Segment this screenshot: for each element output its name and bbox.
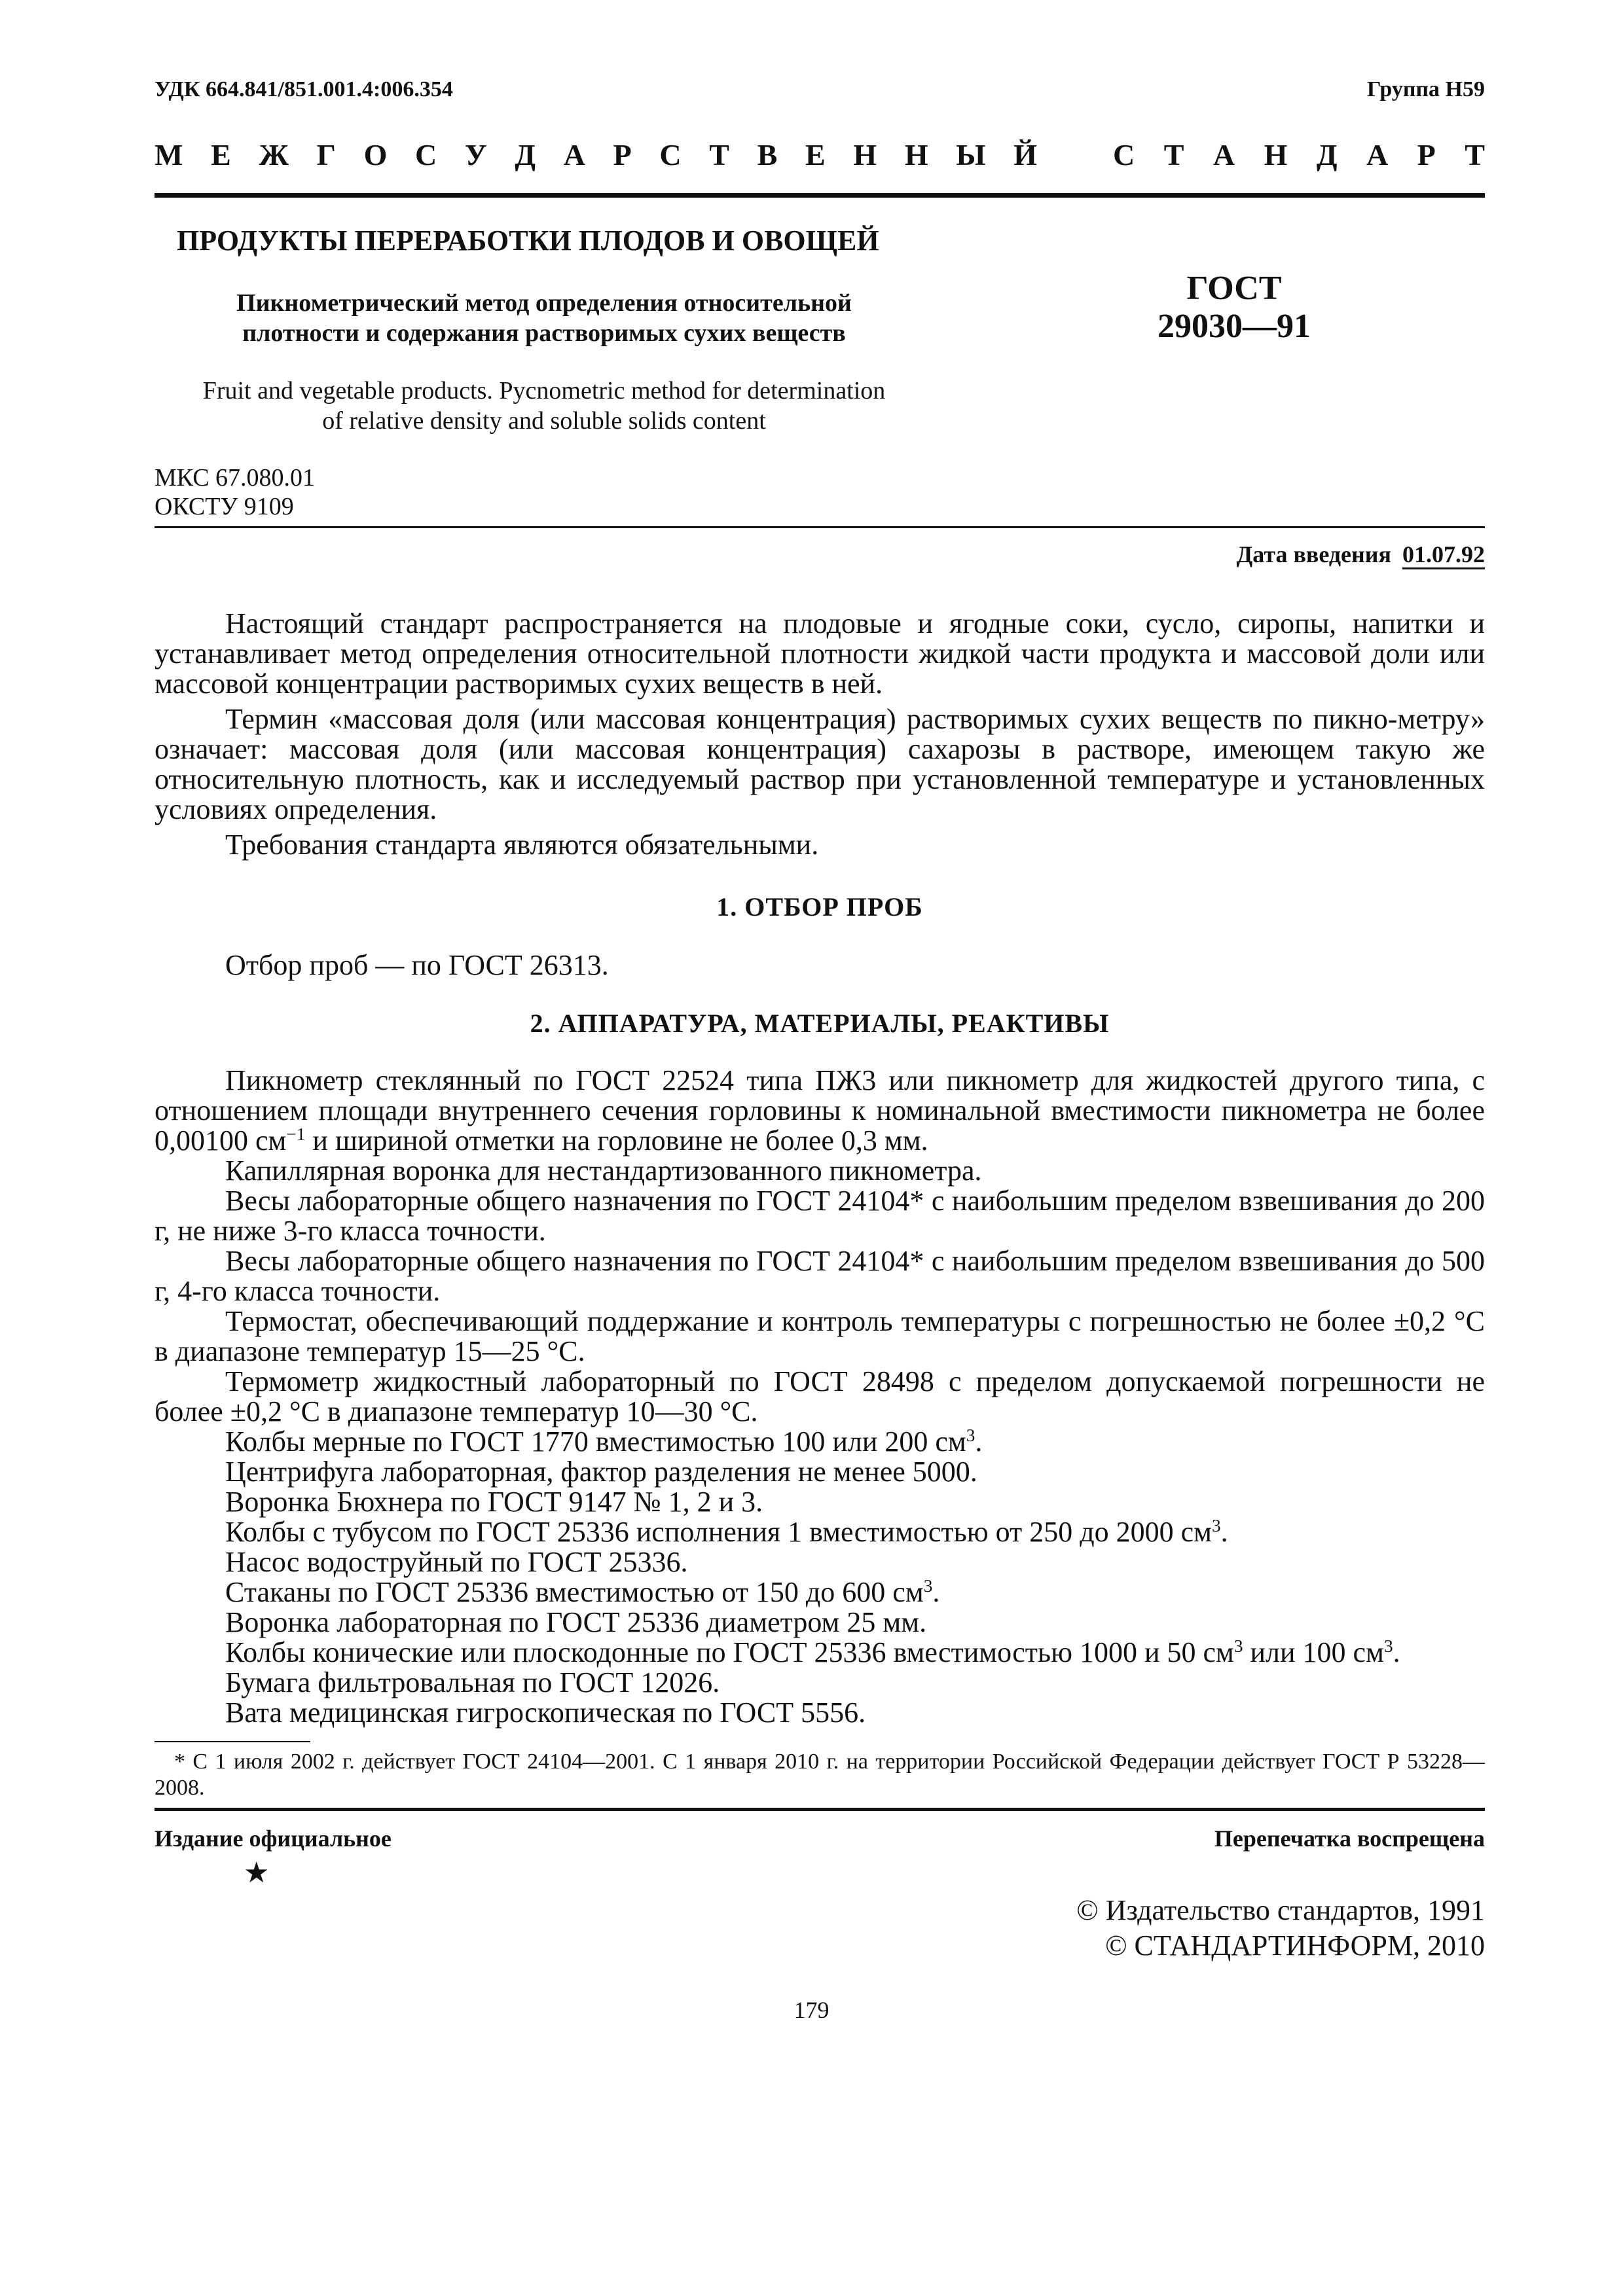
banner-letter: Т [1465,138,1485,171]
banner-letter: А [1213,138,1235,171]
banner-letter: Д [1316,138,1338,171]
banner-letter: А [563,138,585,171]
banner-letter: А [1366,138,1389,171]
banner-letter: Р [1417,138,1436,171]
english-title [155,376,934,436]
equipment-beakers: Стаканы по ГОСТ 25336 вместимостью от 150 до 600 $см^3$. [225,1576,940,1608]
banner-word-standard [1113,137,1485,172]
banner-letter: Д [515,138,536,171]
copyright-block [1076,1893,1485,1964]
banner-letter: У [464,138,487,171]
copyright-standartinform-2010: © СТАНДАРТИНФОРМ, 2010 [1105,1929,1485,1962]
group-code: Группа Н59 [1366,77,1485,101]
banner-letter: Н [1264,138,1288,171]
introduction-date [1237,541,1486,568]
equipment-scales-200g: Весы лабораторные общего назначения по ГОСТ 24104* с наибольшим пределом взвешивания до 200 г, не ниже 3-го класса точности. [155,1185,1485,1247]
official-edition-label: Издание официальное [155,1825,392,1852]
reprint-prohibited-label: Перепечатка воспрещена [1214,1825,1485,1852]
section-1-heading: 1. ОТБОР ПРОБ [716,892,923,922]
banner-letter: Е [211,138,231,171]
banner-letter: С [659,138,682,171]
banner-letter: М [155,138,183,171]
equipment-cotton-wool: Вата медицинская гигроскопическая по ГОСТ 5556. [225,1696,866,1729]
banner-letter: О [363,138,388,171]
equipment-filter-paper: Бумага фильтровальная по ГОСТ 12026. [225,1666,720,1698]
intro-paragraph-3: Требования стандарта являются обязательными. [225,829,819,861]
gost-designation [1113,270,1355,346]
document-title: ПРОДУКТЫ ПЕРЕРАБОТКИ ПЛОДОВ И ОВОЩЕЙ [177,224,879,257]
equipment-scales-500g: Весы лабораторные общего назначения по ГОСТ 24104* с наибольшим пределом взвешивания до 500 г, 4-го класса точности. [155,1245,1485,1307]
subtitle-line-1: Пикнометрический метод определения относительной [236,289,852,317]
banner-letter: С [1113,138,1135,171]
footnote: * С 1 июля 2002 г. действует ГОСТ 24104—2001. С 1 января 2010 г. на территории Российской Федерации действует ГОСТ Р 53228—2008. [155,1749,1485,1800]
gost-number: 29030—91 [1158,308,1311,345]
equipment-buchner-funnel: Воронка Бюхнера по ГОСТ 9147 № 1, 2 и 3. [225,1486,763,1518]
banner-letter: Т [709,138,729,171]
header-rule [155,193,1485,198]
equipment-centrifuge: Центрифуга лабораторная, фактор разделения не менее 5000. [225,1456,977,1488]
banner-letter: В [757,138,778,171]
title-rule [155,526,1485,528]
equipment-conical-flasks: Колбы конические или плоскодонные по ГОСТ 25336 вместимостью 1000 и 50 $см^3$ или 100 $см^3$. [225,1636,1400,1668]
banner-letter: Е [805,138,826,171]
equipment-water-jet-pump: Насос водоструйный по ГОСТ 25336. [225,1546,688,1578]
document-subtitle [155,288,934,348]
banner-letter: Р [613,138,632,171]
intro-paragraph-1: Настоящий стандарт распространяется на плодовые и ягодные соки, сусло, сиропы, напитки и устанавливает метод определения относительной плотности жидкой части продукта и массовой доли или массовой концентрации растворимых сухих веществ в ней. [155,607,1485,700]
classification-codes [155,463,315,521]
mks-code: МКС 67.080.01 [155,464,316,492]
banner-letter: Т [1163,138,1184,171]
footer-rule [155,1808,1485,1811]
star-icon: ★ [244,1857,270,1889]
banner-letter: Ы [956,138,986,171]
banner-letter: Ж [259,138,289,171]
equipment-thermostat: Термостат, обеспечивающий поддержание и контроль температуры с погрешностью не более ±0,2 °С в диапазоне температур 15—25 °С. [155,1305,1485,1367]
intro-paragraph-2: Термин «массовая доля (или массовая концентрация) растворимых сухих веществ по пикно-метру» означает: массовая доля (или массовая концентрация) сахарозы в растворе, имеющем такую же относительную плотность, как и исследуемый раствор при установленной температуре и установленных условиях определения. [155,703,1485,825]
english-title-line-1: Fruit and vegetable products. Pycnometric method for determination [202,377,886,404]
english-title-line-2: of relative density and soluble solids content [322,407,766,435]
equipment-tubulated-flasks: Колбы с тубусом по ГОСТ 25336 исполнения 1 вместимостью от 250 до 2000 $см^3$. [225,1516,1228,1548]
page-number: 179 [793,1997,830,2023]
udk-code: УДК 664.841/851.001.4:006.354 [155,77,453,101]
introduction-date-value: 01.07.92 [1402,541,1485,569]
banner-letter: Н [853,138,877,171]
banner-letter: Н [904,138,928,171]
banner-letter: Й [1013,138,1037,171]
copyright-publisher-1991: © Издательство стандартов, 1991 [1076,1894,1485,1926]
equipment-volumetric-flasks: Колбы мерные по ГОСТ 1770 вместимостью 100 или 200 $см^3$. [225,1426,983,1458]
equipment-capillary-funnel: Капиллярная воронка для нестандартизованного пикнометра. [225,1155,982,1187]
equipment-pycnometer: Пикнометр стеклянный по ГОСТ 22524 типа ПЖ3 или пикнометр для жидкостей другого типа, с отношением площади внутреннего сечения горловины к номинальной вместимости пикнометра не более 0,00100 $см^{-1}$ и шириной отметки на горловине не более 0,3 мм. [155,1064,1485,1157]
footnote-rule [155,1741,310,1742]
introduction-date-label: Дата введения [1236,541,1391,567]
subtitle-line-2: плотности и содержания растворимых сухих веществ [242,319,846,347]
section-2-heading: 2. АППАРАТУРА, МАТЕРИАЛЫ, РЕАКТИВЫ [530,1009,1110,1038]
equipment-thermometer: Термометр жидкостный лабораторный по ГОСТ 28498 с пределом допускаемой погрешности не более ±0,2 °С в диапазоне температур 10—30 °С. [155,1365,1485,1427]
banner-letter: Г [316,138,336,171]
section-1-text: Отбор проб — по ГОСТ 26313. [225,949,609,981]
banner-word-interstate [155,137,1037,172]
banner-letter: С [415,138,437,171]
gost-label: ГОСТ [1186,270,1282,307]
okstu-code: ОКСТУ 9109 [155,493,294,520]
equipment-lab-funnel: Воронка лабораторная по ГОСТ 25336 диаметром 25 мм. [225,1606,927,1638]
